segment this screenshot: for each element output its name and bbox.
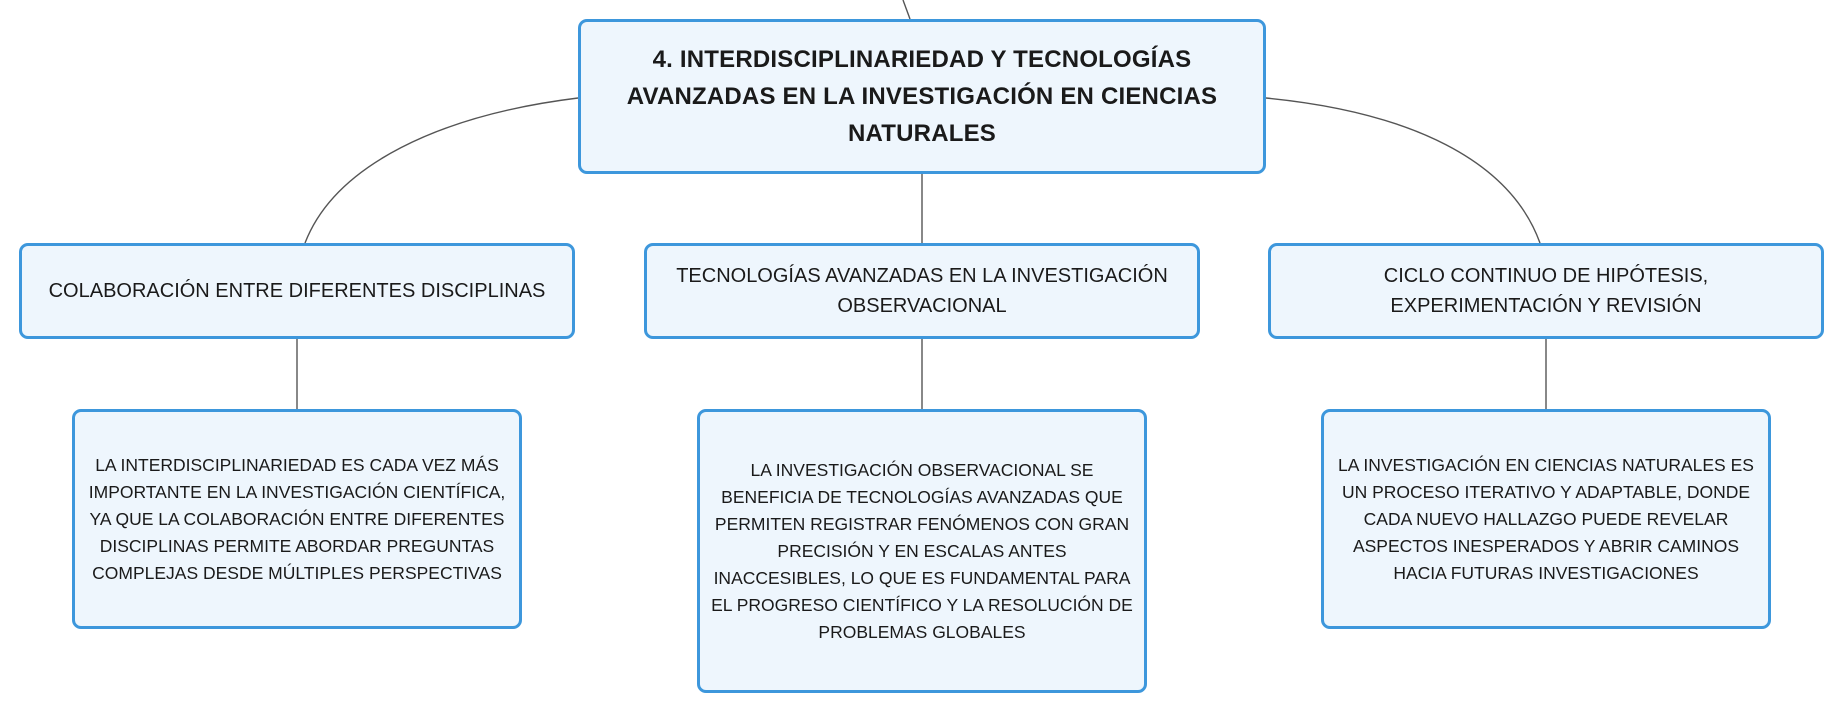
detail-node-text: LA INVESTIGACIÓN OBSERVACIONAL SE BENEFICIA DE TECNOLOGÍAS AVANZADAS QUE PERMITEN REGISTRAR FENÓMENOS CON GRAN PRECISIÓN Y EN ESCALAS ANTES INACCESIBLES, LO QUE ES FUNDAMENTAL PARA EL PROGRESO CIENTÍFICO Y LA RESOLUCIÓN DE PROBLEMAS GLOBALES bbox=[711, 459, 1133, 642]
topic-node-label: TECNOLOGÍAS AVANZADAS EN LA INVESTIGACIÓN OBSERVACIONAL bbox=[676, 265, 1168, 317]
connector-root-topic-1 bbox=[305, 98, 578, 243]
detail-node-tecnologias[interactable] bbox=[697, 409, 1147, 693]
connector-parent-root bbox=[903, 0, 910, 19]
topic-node-label: CICLO CONTINUO DE HIPÓTESIS, EXPERIMENTACIÓN Y REVISIÓN bbox=[1383, 265, 1709, 317]
detail-node-text: LA INTERDISCIPLINARIEDAD ES CADA VEZ MÁS IMPORTANTE EN LA INVESTIGACIÓN CIENTÍFICA, YA QUE LA COLABORACIÓN ENTRE DIFERENTES DISCIPLINAS PERMITE ABORDAR PREGUNTAS COMPLEJAS DESDE MÚLTIPLES PERSPECTIVAS bbox=[88, 454, 506, 583]
detail-node-colaboracion[interactable] bbox=[72, 409, 522, 629]
topic-node-ciclo[interactable] bbox=[1268, 243, 1824, 339]
topic-node-colaboracion[interactable] bbox=[19, 243, 575, 339]
detail-node-text: LA INVESTIGACIÓN EN CIENCIAS NATURALES ES UN PROCESO ITERATIVO Y ADAPTABLE, DONDE CADA NUEVO HALLAZGO PUEDE REVELAR ASPECTOS INESPERADOS Y ABRIR CAMINOS HACIA FUTURAS INVESTIGACIONES bbox=[1338, 454, 1754, 583]
topic-node-tecnologias[interactable] bbox=[644, 243, 1200, 339]
detail-node-ciclo[interactable] bbox=[1321, 409, 1771, 629]
root-node-label: 4. INTERDISCIPLINARIEDAD Y TECNOLOGÍAS AVANZADAS EN LA INVESTIGACIÓN EN CIENCIAS NATURALES bbox=[626, 46, 1218, 147]
connector-root-topic-3 bbox=[1266, 98, 1540, 243]
topic-node-label: COLABORACIÓN ENTRE DIFERENTES DISCIPLINAS bbox=[48, 280, 546, 302]
root-node[interactable] bbox=[578, 19, 1266, 174]
